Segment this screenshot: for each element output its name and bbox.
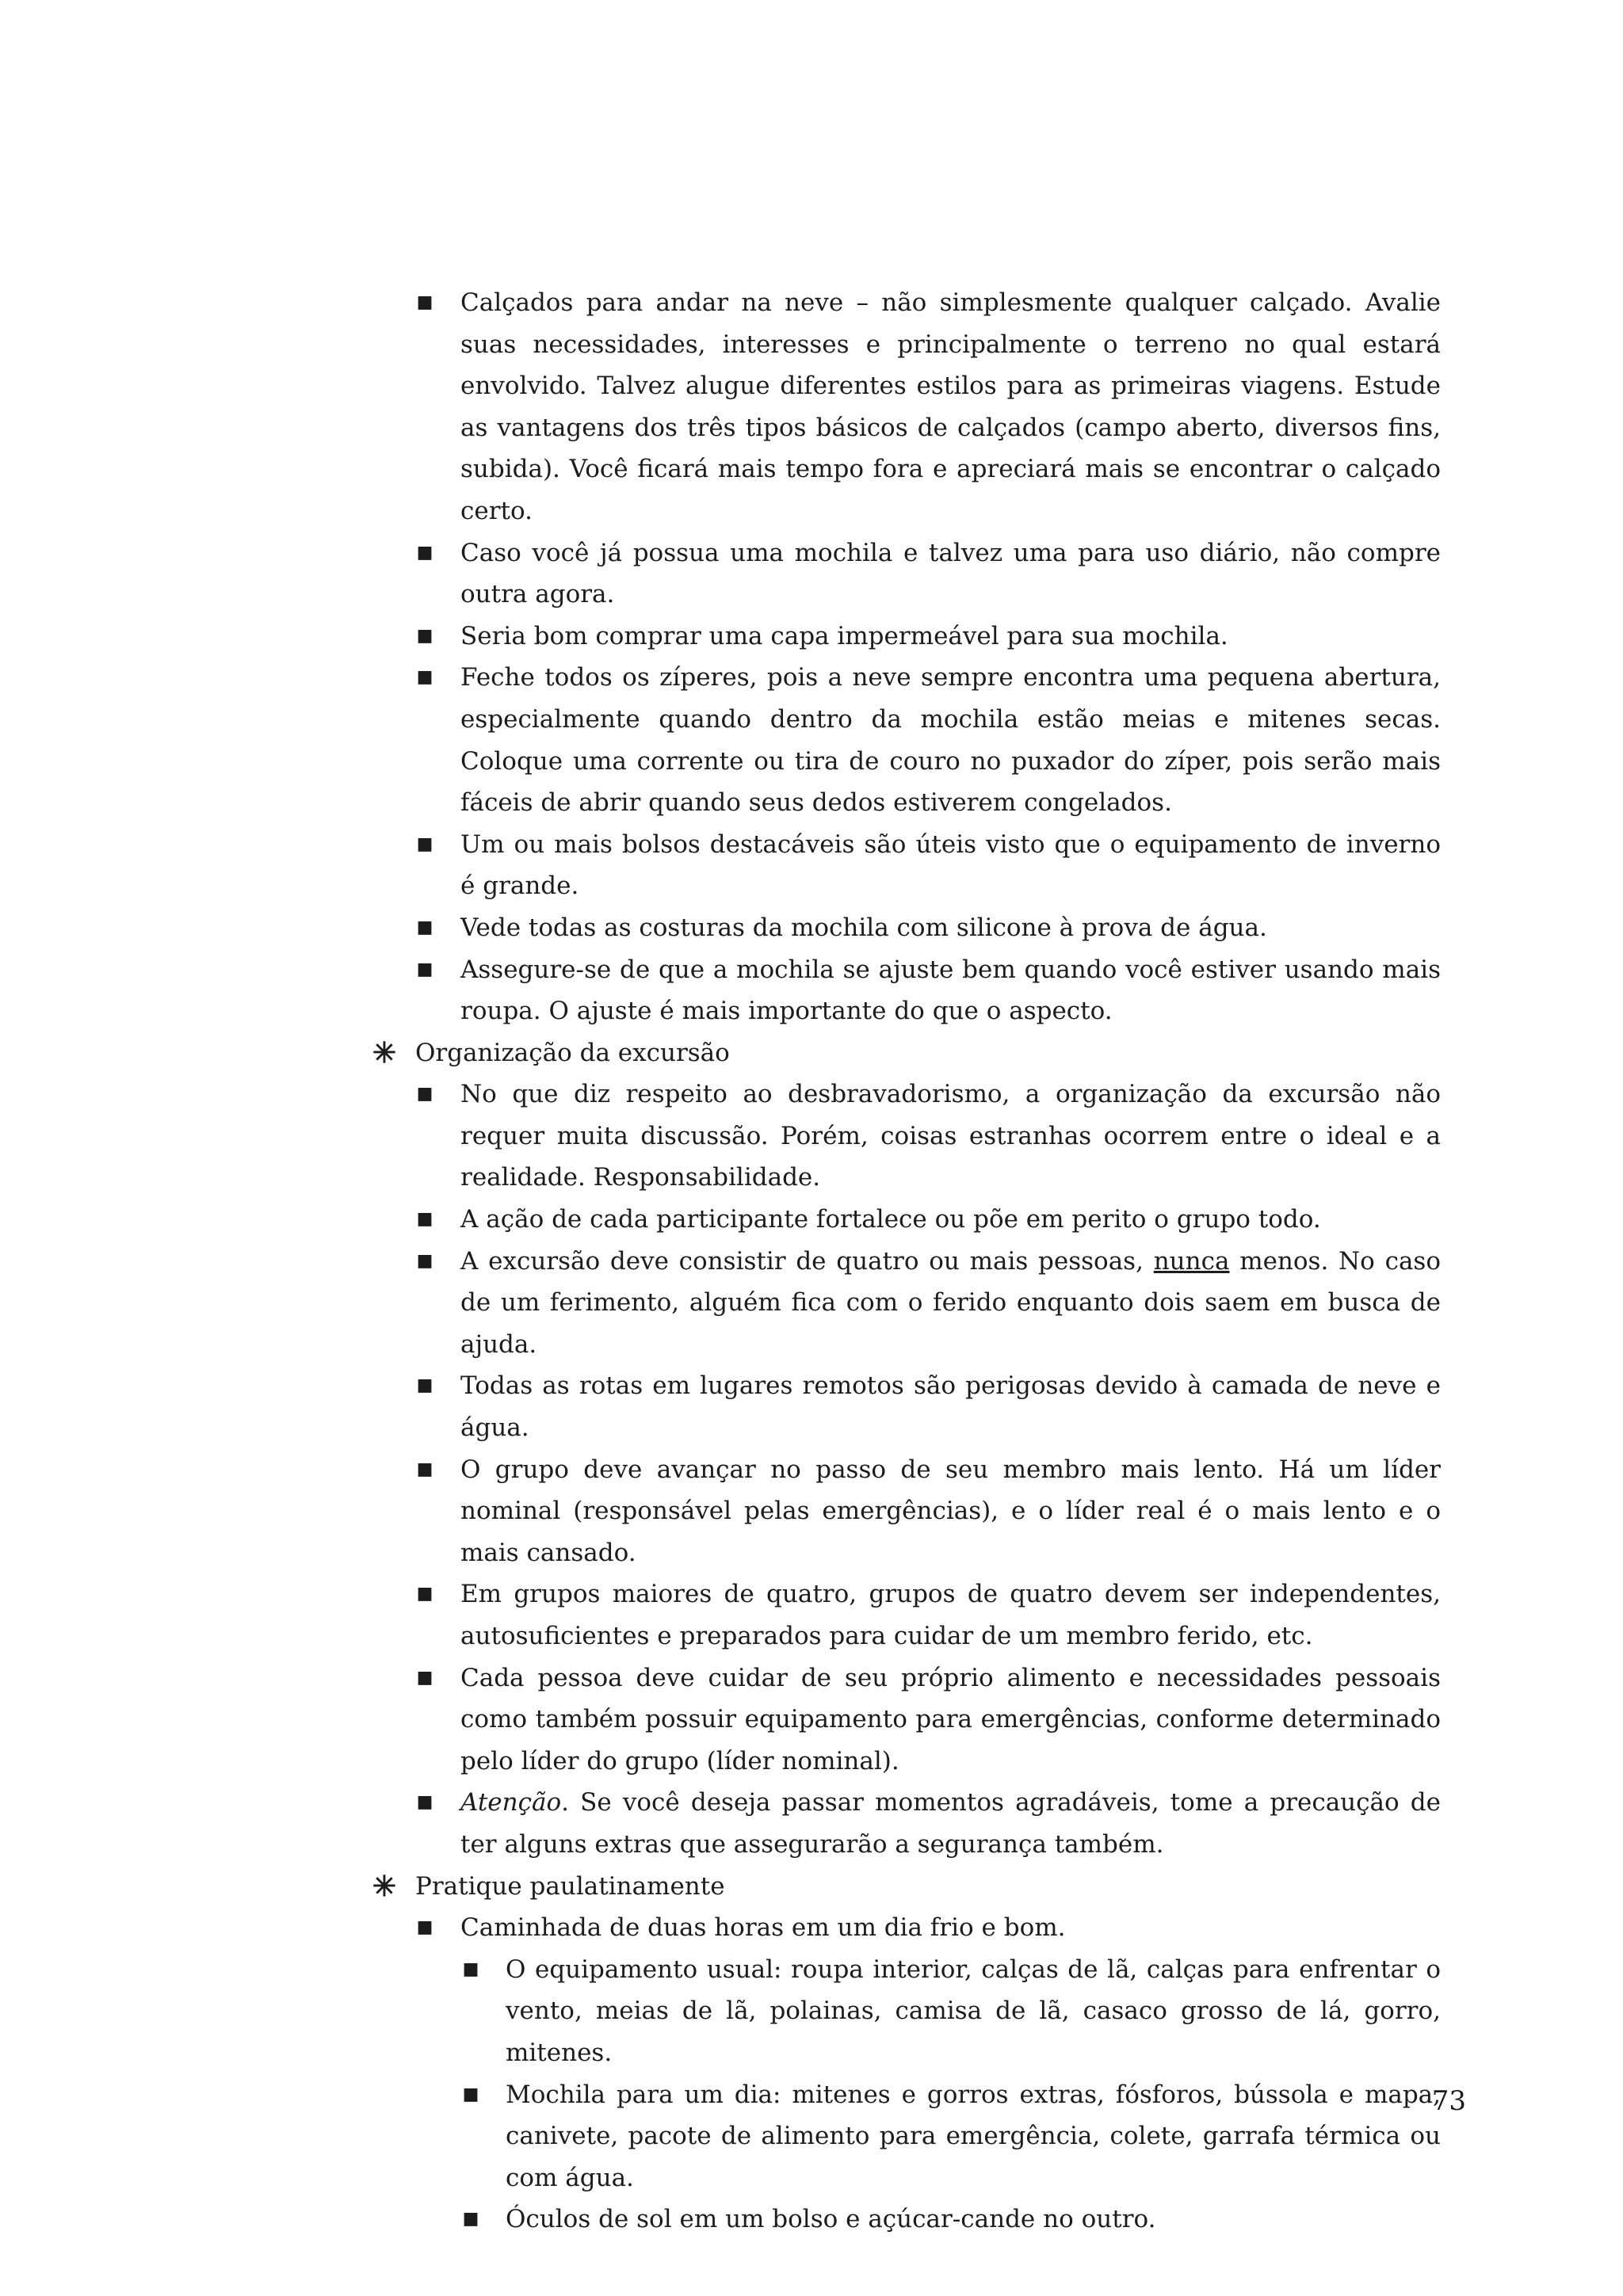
list-item: ■ Óculos de sol em um bolso e açúcar-cande no outro. (371, 2199, 1441, 2241)
list-item: ■ No que diz respeito ao desbravadorismo, a organização da excursão não requer muita discussão. Porém, coisas estranhas ocorrem entre o ideal e a realidade. Responsabilidade. (371, 1074, 1441, 1199)
list-item: ■ O grupo deve avançar no passo de seu membro mais lento. Há um líder nominal (responsável pelas emergências), e o líder real é o mais lento e o mais cansado. (371, 1449, 1441, 1574)
list-item: ■ Vede todas as costuras da mochila com silicone à prova de água. (371, 907, 1441, 949)
section-title: Organização da excursão (415, 1038, 730, 1067)
square-bullet-icon: ■ (416, 1917, 433, 1938)
underlined-word: nunca (1153, 1246, 1230, 1276)
square-bullet-icon: ■ (462, 2209, 479, 2229)
section-heading-pratique (371, 1866, 1441, 1908)
bullet-list-pratique (371, 1907, 1441, 1949)
list-item: ■ Atenção. Se você deseja passar momentos agradáveis, tome a precaução de ter alguns extras que assegurarão a segurança também. (371, 1782, 1441, 1865)
square-bullet-icon: ■ (416, 292, 433, 312)
square-bullet-icon: ■ (416, 1792, 433, 1813)
list-item: ■ Feche todos os zíperes, pois a neve sempre encontra uma pequena abertura, especialmente quando dentro da mochila estão meias e mitenes secas. Coloque uma corrente ou tira de couro no puxador do zíper, pois serão mais fáceis de abrir quando seus dedos estiverem congelados. (371, 657, 1441, 823)
square-bullet-icon: ■ (416, 959, 433, 979)
list-item: ■ Todas as rotas em lugares remotos são perigosas devido à camada de neve e água. (371, 1365, 1441, 1448)
square-bullet-icon: ■ (416, 833, 433, 854)
list-item: ■ Cada pessoa deve cuidar de seu próprio alimento e necessidades pessoais como também possuir equipamento para emergências, conforme determinado pelo líder do grupo (líder nominal). (371, 1657, 1441, 1783)
list-item: ■ Calçados para andar na neve – não simplesmente qualquer calçado. Avalie suas necessidades, interesses e principalmente o terreno no qual estará envolvido. Talvez alugue diferentes estilos para as primeiras viagens. Estude as vantagens dos três tipos básicos de calçados (campo aberto, diversos fins, subida). Você ficará mais tempo fora e apreciará mais se encontrar o calçado certo. (371, 282, 1441, 532)
list-item: ■ Assegure-se de que a mochila se ajuste bem quando você estiver usando mais roupa. O ajuste é mais importante do que o aspecto. (371, 949, 1441, 1032)
list-item: ■ Em grupos maiores de quatro, grupos de quatro devem ser independentes, autosuficientes e preparados para cuidar de um membro ferido, etc. (371, 1573, 1441, 1657)
bullet-list-equipment (371, 282, 1441, 1032)
asterisk-bullet-icon: ✳ (372, 1869, 397, 1903)
list-item: ■ A excursão deve consistir de quatro ou mais pessoas, nunca menos. No caso de um ferimento, alguém fica com o ferido enquanto dois saem em busca de ajuda. (371, 1241, 1441, 1366)
square-bullet-icon: ■ (416, 1084, 433, 1104)
square-bullet-icon: ■ (462, 1958, 479, 1979)
square-bullet-icon: ■ (462, 2084, 479, 2104)
square-bullet-icon: ■ (416, 1459, 433, 1479)
section-title: Pratique paulatinamente (415, 1871, 725, 1901)
square-bullet-icon: ■ (416, 1375, 433, 1396)
list-item: ■ Seria bom comprar uma capa impermeável para sua mochila. (371, 616, 1441, 658)
square-bullet-icon: ■ (416, 625, 433, 646)
square-bullet-icon: ■ (416, 667, 433, 688)
square-bullet-icon: ■ (416, 1667, 433, 1688)
list-item: ■ Caso você já possua uma mochila e talvez uma para uso diário, não compre outra agora. (371, 532, 1441, 616)
page-content (371, 282, 1441, 2241)
nested-bullet-list (371, 1949, 1441, 2241)
bullet-list-organizacao (371, 1074, 1441, 1865)
list-item: ■ O equipamento usual: roupa interior, calças de lã, calças para enfrentar o vento, meias de lã, polainas, camisa de lã, casaco grosso de lá, gorro, mitenes. (371, 1949, 1441, 2074)
list-item: ■ Caminhada de duas horas em um dia frio e bom. (371, 1907, 1441, 1949)
list-item: ■ Mochila para um dia: mitenes e gorros extras, fósforos, bússola e mapa, canivete, pacote de alimento para emergência, colete, garrafa térmica ou com água. (371, 2074, 1441, 2199)
italic-word: Atenção (460, 1788, 562, 1817)
square-bullet-icon: ■ (416, 1250, 433, 1271)
list-item: ■ Um ou mais bolsos destacáveis são úteis visto que o equipamento de inverno é grande. (371, 824, 1441, 907)
asterisk-bullet-icon: ✳ (372, 1035, 397, 1070)
square-bullet-icon: ■ (416, 917, 433, 937)
page-number: 73 (1431, 2085, 1466, 2117)
square-bullet-icon: ■ (416, 1584, 433, 1604)
list-item: ■ A ação de cada participante fortalece ou põe em perito o grupo todo. (371, 1199, 1441, 1241)
square-bullet-icon: ■ (416, 542, 433, 563)
square-bullet-icon: ■ (416, 1209, 433, 1230)
section-heading-organizacao (371, 1032, 1441, 1074)
